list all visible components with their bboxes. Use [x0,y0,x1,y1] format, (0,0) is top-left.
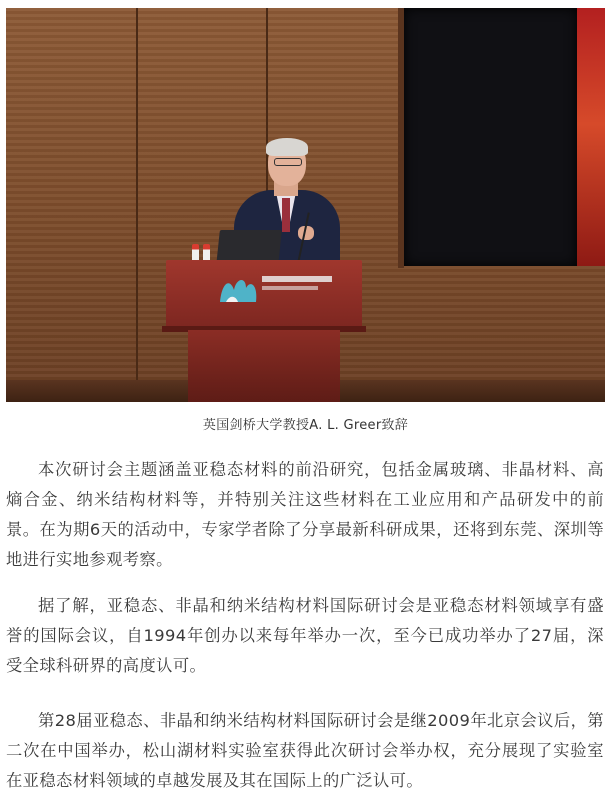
article-paragraph: 本次研讨会主题涵盖亚稳态材料的前沿研究，包括金属玻璃、非晶材料、高熵合金、纳米结构材料等，并特别关注这些材料在工业应用和产品研发中的前景。在为期6天的活动中，专家学者除了分享最新科研成果，还将到东莞、深圳等地进行实地参观考察。 [6,460,604,569]
lab-logo-wordmark [262,276,332,298]
lab-logo-icon [216,272,260,306]
article-paragraph: 第28届亚稳态、非晶和纳米结构材料国际研讨会是继2009年北京会议后，第二次在中国举办，松山湖材料实验室获得此次研讨会举办权，充分展现了实验室在亚稳态材料领域的卓越发展及其在国际上的广泛认可。 [6,711,604,790]
podium-base [188,330,340,402]
speaker-tie [282,198,290,232]
photo-caption: 英国剑桥大学教授A. L. Greer致辞 [202,418,409,433]
projection-slide-edge [577,8,605,266]
projection-screen [404,8,577,266]
article-paragraph: 据了解，亚稳态、非晶和纳米结构材料国际研讨会是亚稳态材料领域享有盛誉的国际会议，自1994年创办以来每年举办一次，至今已成功举办了27届，深受全球科研界的高度认可。 [6,596,604,675]
wall-panel [6,8,136,402]
speaker-hair [266,138,308,156]
event-photo [6,8,605,402]
speaker-glasses [274,158,302,166]
